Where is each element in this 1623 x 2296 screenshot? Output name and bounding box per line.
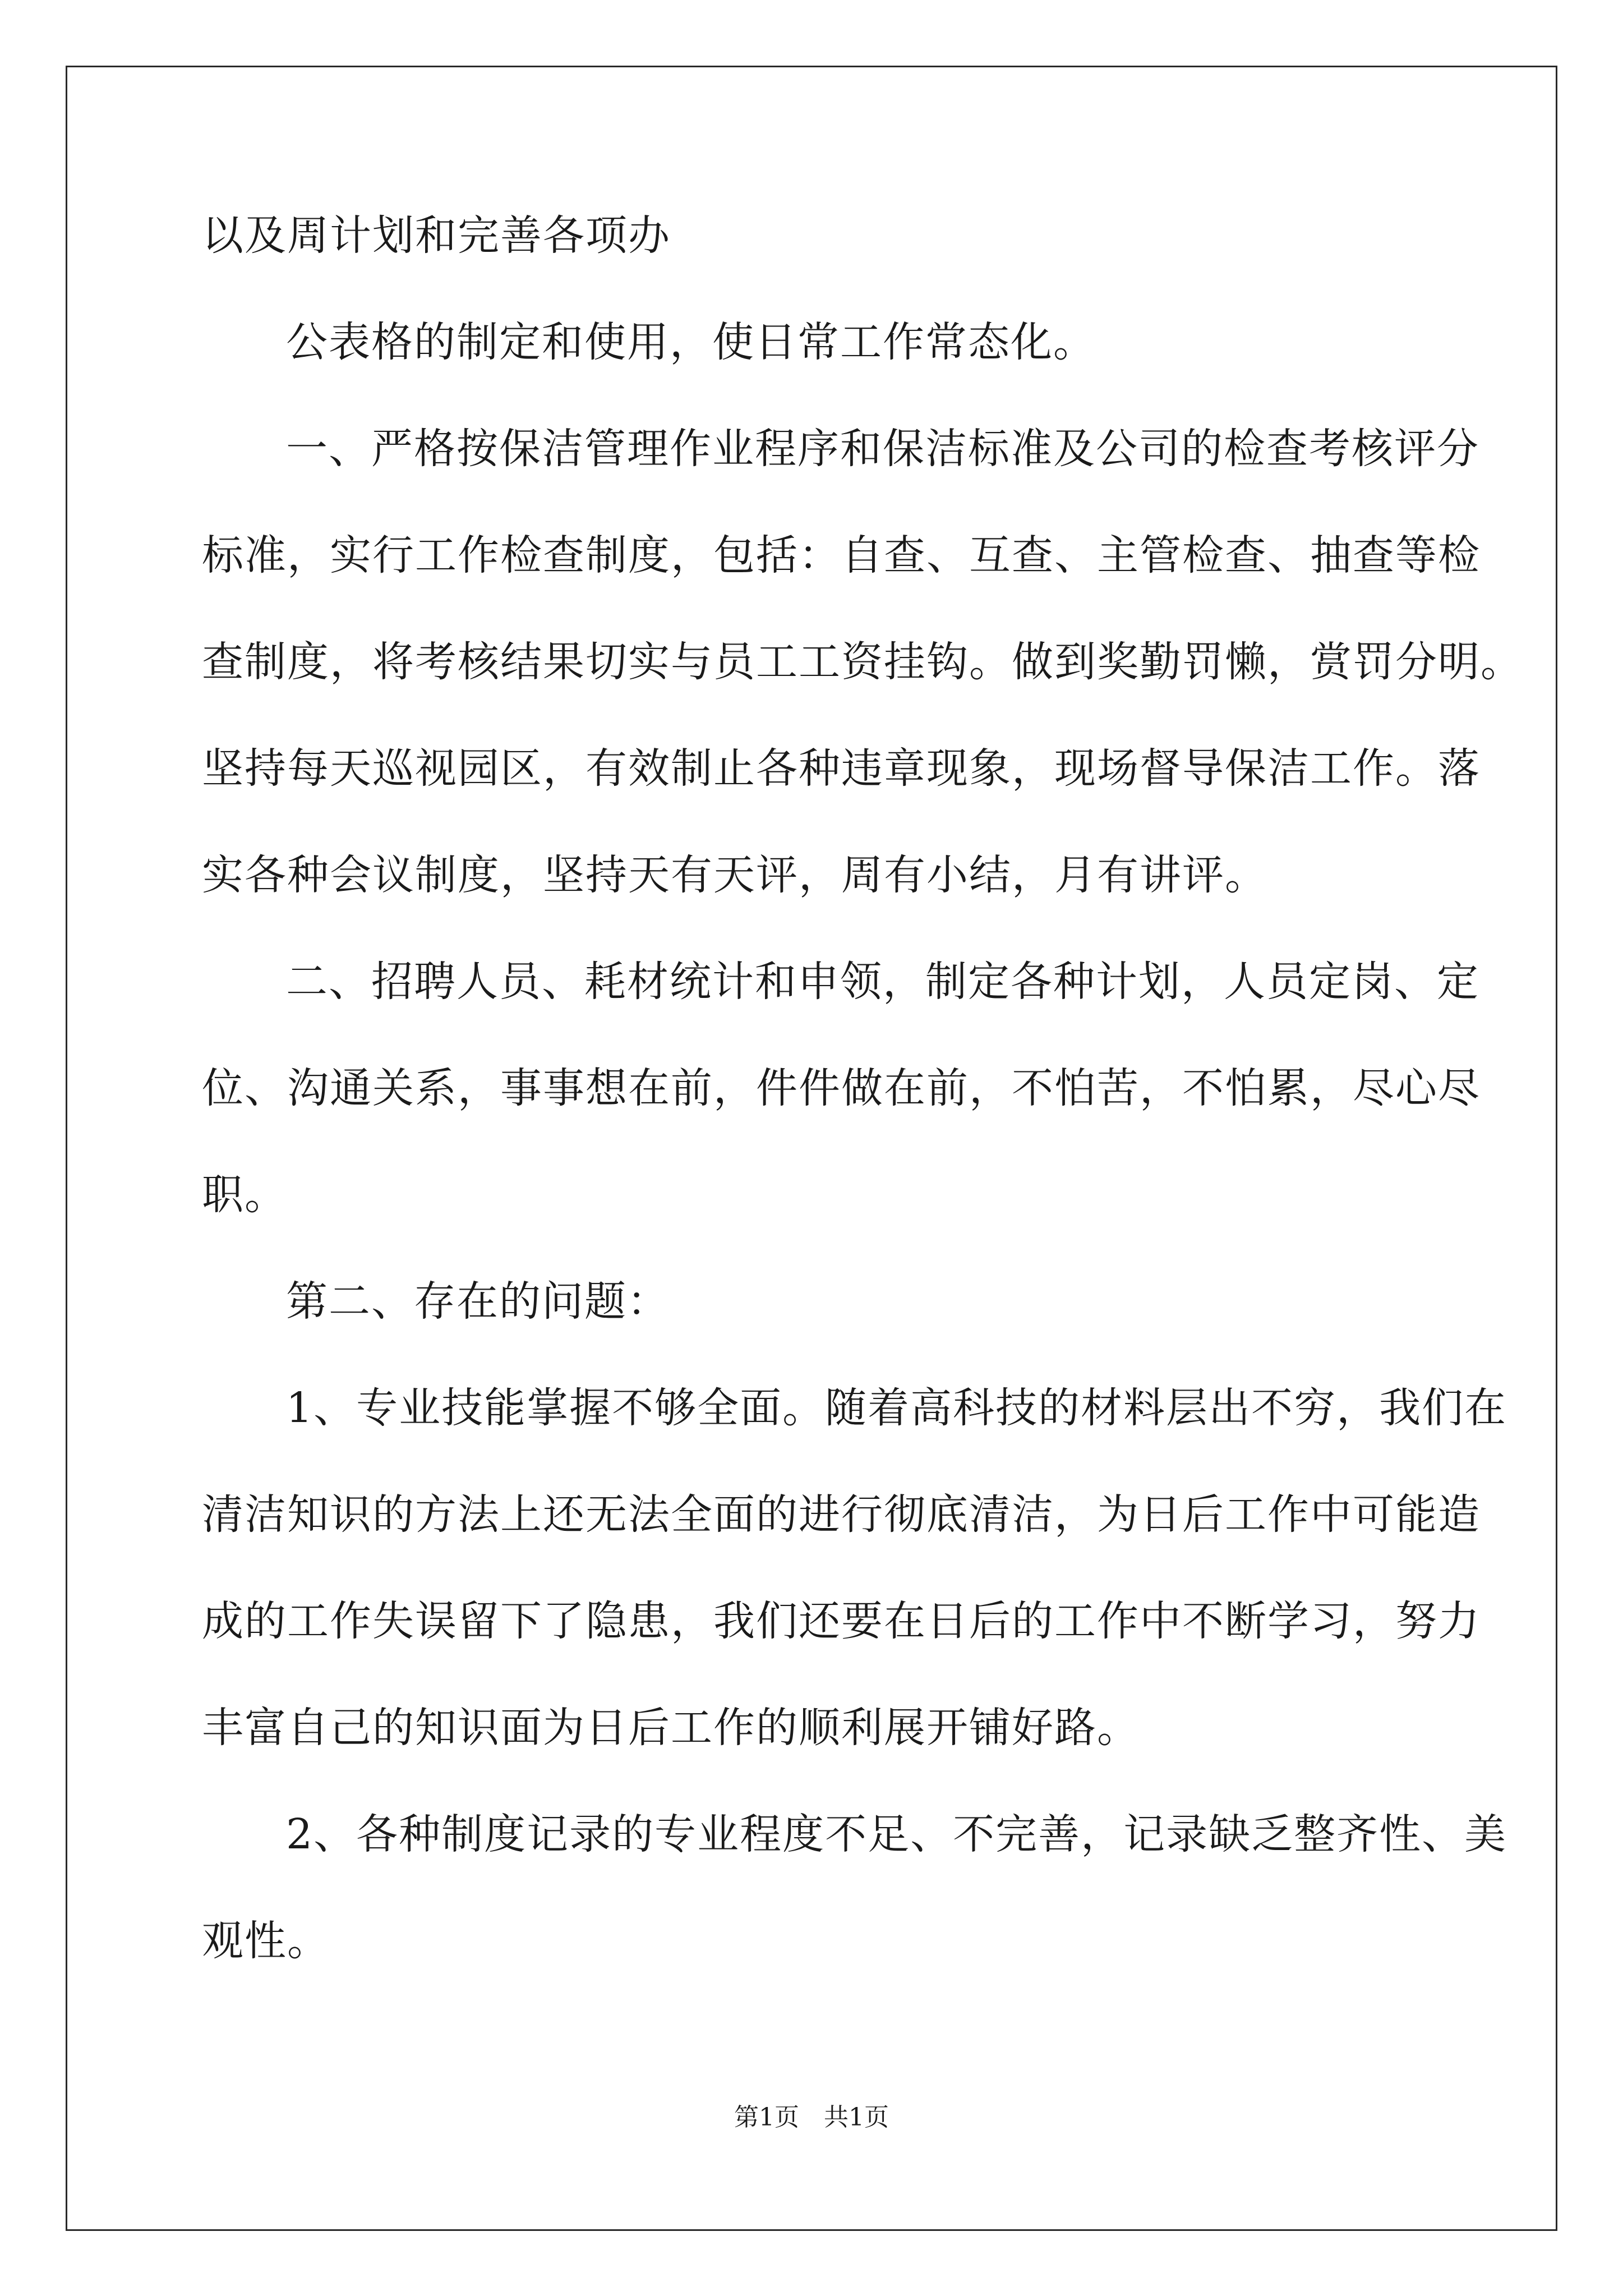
text-line: 职。 [202, 1171, 287, 1219]
page-number-footer: 第1页 共1页 [734, 2103, 889, 2132]
page-border [66, 66, 1557, 2231]
text-line: 成的工作失误留下了隐患，我们还要在日后的工作中不断学习，努力 [202, 1597, 1481, 1645]
text-line: 标准，实行工作检查制度，包括：自查、互查、主管检查、抽查等检 [202, 531, 1481, 579]
text-line: 1、专业技能掌握不够全面。随着高科技的材料层出不穷，我们在 [286, 1384, 1507, 1432]
text-line: 丰富自己的知识面为日后工作的顺利展开铺好路。 [202, 1704, 1140, 1752]
text-line: 观性。 [202, 1917, 330, 1965]
text-line: 查制度，将考核结果切实与员工工资挂钩。做到奖勤罚懒，赏罚分明。 [202, 638, 1523, 686]
section-heading: 第二、存在的问题： [286, 1277, 670, 1326]
text-line: 公表格的制定和使用，使日常工作常态化。 [286, 318, 1096, 366]
text-line: 坚持每天巡视园区，有效制止各种违章现象，现场督导保洁工作。落 [202, 744, 1481, 793]
text-line: 清洁知识的方法上还无法全面的进行彻底清洁，为日后工作中可能造 [202, 1490, 1481, 1539]
text-line: 二、招聘人员、耗材统计和申领，制定各种计划，人员定岗、定 [286, 958, 1479, 1006]
text-line: 一、严格按保洁管理作业程序和保洁标准及公司的检查考核评分 [286, 425, 1479, 473]
text-line: 位、沟通关系，事事想在前，件件做在前，不怕苦，不怕累，尽心尽 [202, 1064, 1481, 1112]
text-line: 2、各种制度记录的专业程度不足、不完善，记录缺乏整齐性、美 [286, 1810, 1507, 1858]
text-line: 以及周计划和完善各项办 [202, 211, 671, 260]
text-line: 实各种会议制度，坚持天有天评，周有小结，月有讲评。 [202, 851, 1267, 899]
